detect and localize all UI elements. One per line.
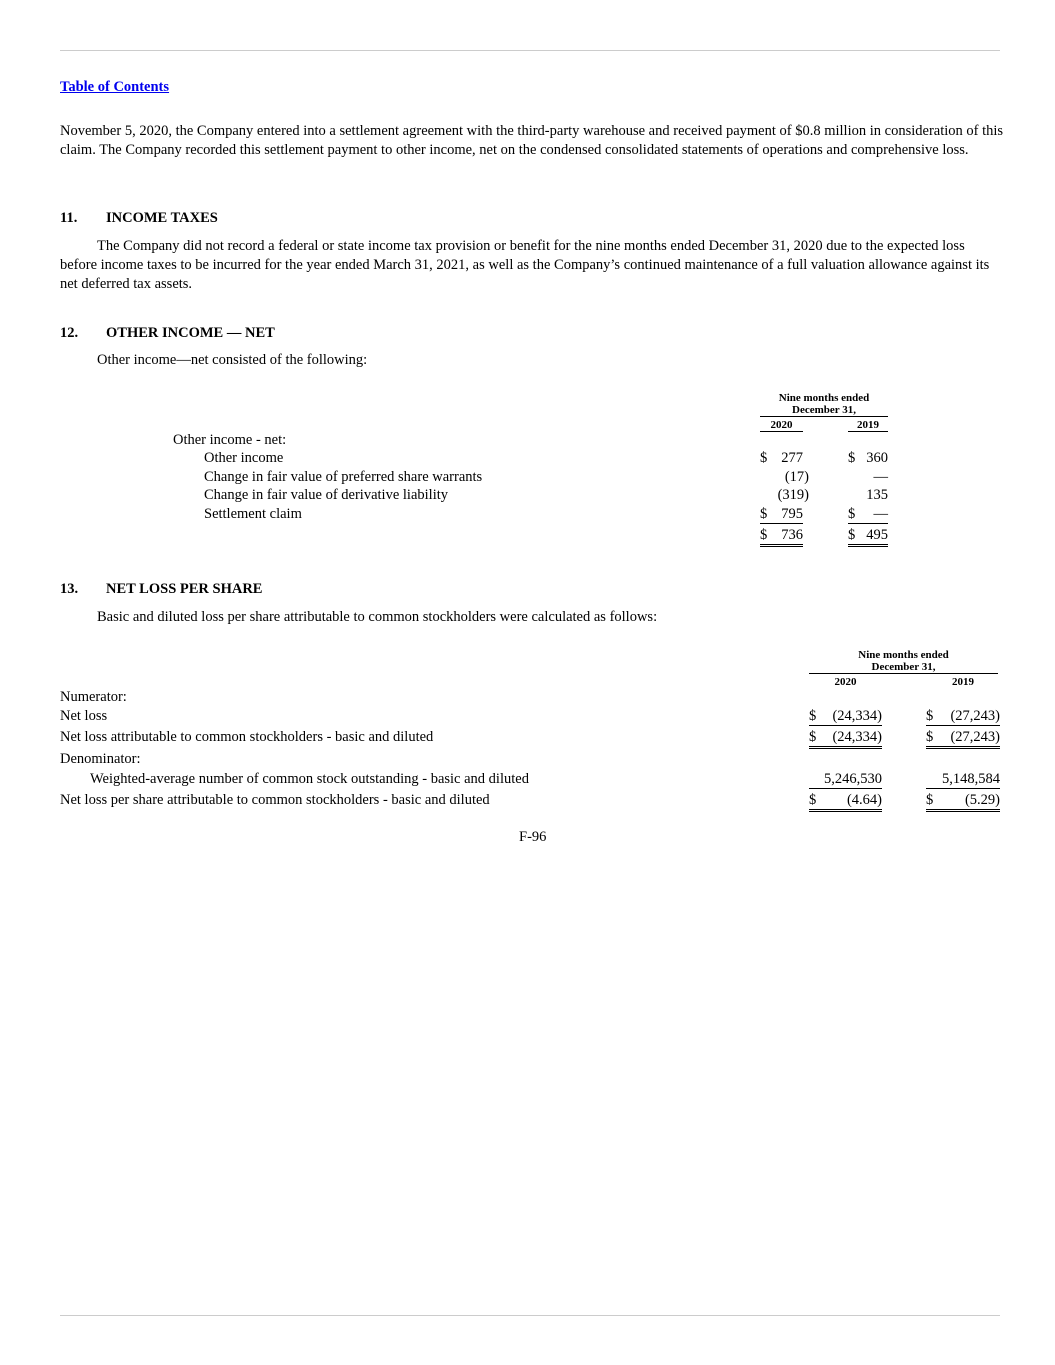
table1-header: Nine months ended December 31, [760,392,888,417]
table2-cell-2020 [809,771,882,789]
currency-sign: $ [848,527,856,543]
numerator-label: Numerator: [60,689,127,705]
value: — [873,469,888,485]
currency-sign: $ [809,729,817,745]
currency-sign: $ [809,708,817,724]
value: — [873,506,888,522]
section-12-number: 12. [60,325,79,341]
section-11-body: The Company did not record a federal or state income tax provision or benefit for the nine months ended December 31, 2020 due to the expected loss before income taxes to be incurred for the year ended March 31, 2021, as well as the Company’s continued maintenance of a full valuation allowance against its net deferred tax assets. [60,238,990,292]
section-13-number: 13. [60,581,79,597]
value: 5,148,584 [942,771,1000,787]
top-rule [60,50,1000,51]
table2-col-2019: 2019 [952,676,974,688]
currency-sign: $ [926,708,934,724]
currency-sign: $ [760,450,768,466]
table2-cell-2019 [926,729,1000,749]
table2-cell-2019 [926,792,1000,812]
table1-row-label: Other income [204,450,284,466]
section-12-intro: Other income—net consisted of the following: [97,352,368,368]
value: (5.29) [964,792,1000,808]
table2-cell-2019 [926,771,1000,789]
table1-cell-2019 [848,469,888,486]
value: 277 [781,450,803,466]
currency-sign: $ [926,729,934,745]
value: (24,334) [832,708,882,724]
value: (4.64) [846,792,882,808]
table2-col-2020: 2020 [834,676,857,688]
table1-col-2019: 2019 [848,419,888,432]
section-13-intro: Basic and diluted loss per share attributable to common stockholders were calculated as follows: [97,609,658,625]
table2-row-label: Weighted-average number of common stock outstanding - basic and diluted [90,771,529,787]
table1-cell-2020 [760,487,809,504]
table2-cell-2020 [809,729,882,749]
value: 795 [781,506,803,522]
section-11-title: INCOME TAXES [106,210,218,226]
section-12-title: OTHER INCOME — NET [106,325,275,341]
table1-total-2020 [760,527,803,547]
table2-row-label: Net loss per share attributable to common stockholders - basic and diluted [60,792,490,808]
currency-sign: $ [760,527,768,543]
intro-paragraph: November 5, 2020, the Company entered into a settlement agreement with the third-party warehouse and received payment of $0.8 million in consideration of this claim. The Company recorded this settlement payment to other income, net on the condensed consolidated statements of operations and comprehensive loss. [60,123,1004,158]
table2-cell-2020 [809,708,882,726]
table1-cell-2020 [760,450,803,467]
currency-sign: $ [809,792,817,808]
value: (319) [777,487,809,503]
table1-cell-2019 [848,506,888,524]
table1-row-label: Change in fair value of preferred share warrants [204,469,483,485]
table2-row-label: Net loss attributable to common stockholders - basic and diluted [60,729,434,745]
table2-row-label: Net loss [60,708,108,724]
table1-cell-2019 [848,487,888,504]
table2-header: Nine months ended December 31, [809,649,998,674]
value: 135 [866,487,888,503]
bottom-rule [60,1315,1000,1316]
value: 360 [866,450,888,466]
table1-cell-2020 [760,469,809,486]
table1-row-label: Change in fair value of derivative liability [204,487,449,503]
table1-total-2019 [848,527,888,547]
table1-group-label: Other income - net: [173,432,287,448]
table1-cell-2019 [848,450,888,467]
value: 5,246,530 [824,771,882,787]
section-13-title: NET LOSS PER SHARE [106,581,263,597]
value: (27,243) [950,729,1000,745]
value: (17) [784,469,809,485]
table1-row-label: Settlement claim [204,506,302,522]
table2-cell-2020 [809,792,882,812]
table1-cell-2020 [760,506,803,524]
section-11-number: 11. [60,210,78,226]
value: (27,243) [950,708,1000,724]
currency-sign: $ [848,506,856,522]
currency-sign: $ [926,792,934,808]
value: 495 [866,527,888,543]
value: 736 [781,527,803,543]
table1-col-2020: 2020 [760,419,803,432]
page-number: F-96 [519,829,547,845]
currency-sign: $ [848,450,856,466]
denominator-label: Denominator: [60,751,141,767]
table2-cell-2019 [926,708,1000,726]
currency-sign: $ [760,506,768,522]
value: (24,334) [832,729,882,745]
table-of-contents-link[interactable]: Table of Contents [60,79,170,95]
